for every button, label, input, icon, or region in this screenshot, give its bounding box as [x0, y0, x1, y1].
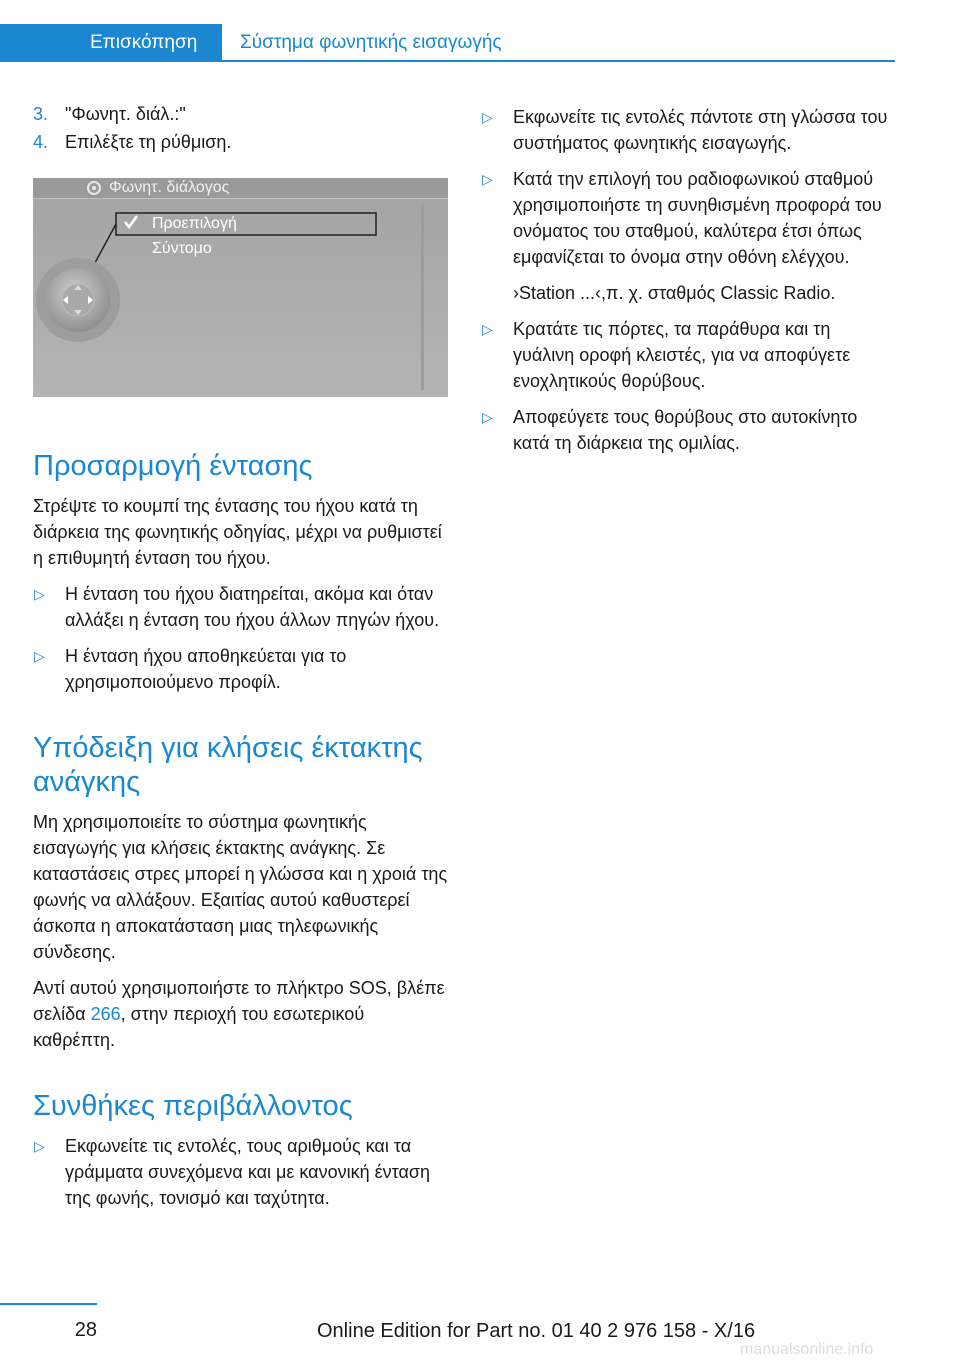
station-example: ›Station ...‹,π. χ. σταθμός Classic Radio. — [513, 283, 836, 303]
step-number: 3. — [33, 104, 49, 124]
triangle-bullet-icon: ▷ — [34, 1138, 45, 1154]
controller-knob-icon — [36, 258, 120, 342]
list-item-text: Η ένταση ήχου αποθηκεύεται για το χρησιμοποιούμενο προφίλ. — [65, 646, 347, 692]
triangle-bullet-icon: ▷ — [482, 321, 493, 337]
list-item-text: Εκφωνείτε τις εντολές πάντοτε στη γλώσσα του συστήματος φωνητικής εισαγωγής. — [513, 107, 888, 153]
list-item — [33, 643, 448, 695]
header-divider — [222, 60, 895, 62]
step-item — [33, 128, 448, 156]
environment-heading: Συνθήκες περιβάλλοντος — [33, 1090, 353, 1122]
list-item-text: Κατά την επιλογή του ραδιοφωνικού σταθμού χρησιμοποιήστε τη συνηθισμένη προφορά του ονόματος του σταθμού, καλύτερα έτσι όπως εμφανίζεται το όνομα στην οθόνη ελέγχου. — [513, 169, 882, 267]
volume-section — [33, 449, 448, 1221]
list-item — [481, 316, 895, 394]
volume-heading: Προσαρμογή έντασης — [33, 450, 313, 482]
triangle-bullet-icon: ▷ — [482, 171, 493, 187]
step-number: 4. — [33, 132, 49, 152]
section-tab-overview[interactable]: Επισκόπηση — [0, 24, 222, 62]
control-display-illustration — [33, 178, 448, 397]
triangle-bullet-icon: ▷ — [34, 586, 45, 602]
menu-option-default[interactable]: Προεπιλογή — [152, 215, 237, 232]
sos-text-before: Αντί αυτού χρησιμοποιήστε το πλήκτρο SOS, βλέπε σελίδα — [33, 978, 445, 1024]
list-item-text: Κρατάτε τις πόρτες, τα παράθυρα και τη γυάλινη οροφή κλειστές, για να αποφύγετε ενοχλητικούς θορύβους. — [513, 319, 851, 391]
screen-title: Φωνητ. διάλογος — [109, 179, 230, 196]
triangle-bullet-icon: ▷ — [482, 409, 493, 425]
step-text: "Φωνητ. διάλ.:" — [65, 104, 186, 124]
step-text: Επιλέξτε τη ρύθμιση. — [65, 132, 232, 152]
emergency-heading: Υπόδειξη για κλήσεις έκτακτης ανάγκης — [33, 732, 423, 798]
sos-text-after: , στην περιοχή του εσωτερικού καθρέπτη. — [33, 1004, 365, 1050]
list-item — [33, 1133, 448, 1211]
list-item — [481, 166, 895, 270]
triangle-bullet-icon: ▷ — [34, 648, 45, 664]
left-column — [33, 100, 448, 156]
page-header — [0, 24, 895, 62]
list-item-text: Η ένταση του ήχου διατηρείται, ακόμα και όταν αλλάξει η ένταση του ήχου άλλων πηγών ήχου. — [65, 584, 440, 630]
list-item-text: Εκφωνείτε τις εντολές, τους αριθμούς και τα γράμματα συνεχόμενα και με κανονική ένταση της φωνής, τονισμό και ταχύτητα. — [65, 1136, 431, 1208]
list-item — [481, 104, 895, 156]
watermark: manualsonline.info — [740, 1341, 874, 1358]
emergency-sos-para — [33, 975, 448, 1053]
breadcrumb[interactable]: Σύστημα φωνητικής εισαγωγής — [240, 32, 502, 53]
list-item — [33, 581, 448, 633]
edition-line: Online Edition for Part no. 01 40 2 976 158 - X/16 — [317, 1320, 756, 1342]
volume-intro: Στρέψτε το κουμπί της έντασης του ήχου κατά τη διάρκεια της φωνητικής οδηγίας, μέχρι να ρυθμιστεί η επιθυμητή ένταση του ήχου. — [33, 496, 442, 568]
footer-rule — [0, 1303, 97, 1305]
control-display-graphic — [33, 178, 448, 397]
triangle-bullet-icon: ▷ — [482, 109, 493, 125]
emergency-para: Μη χρησιμοποιείτε το σύστημα φωνητικής εισαγωγής για κλήσεις έκτακτης ανάγκης. Σε καταστάσεις στρες μπορεί η γλώσσα και η χροιά της φωνής να αλλάξουν. Εξαιτίας αυτού καθυστερεί άσκοπα η αποκατάσταση μιας τηλεφωνικής σύνδεσης. — [33, 812, 448, 962]
page-number: 28 — [74, 1319, 97, 1341]
page-link-266[interactable]: 266 — [90, 1004, 121, 1024]
menu-option-short[interactable]: Σύντομο — [152, 240, 212, 257]
list-item — [481, 404, 895, 456]
list-item-text: Αποφεύγετε τους θορύβους στο αυτοκίνητο κατά τη διάρκεια της ομιλίας. — [513, 407, 858, 453]
right-column — [481, 104, 895, 466]
step-item — [33, 100, 448, 128]
